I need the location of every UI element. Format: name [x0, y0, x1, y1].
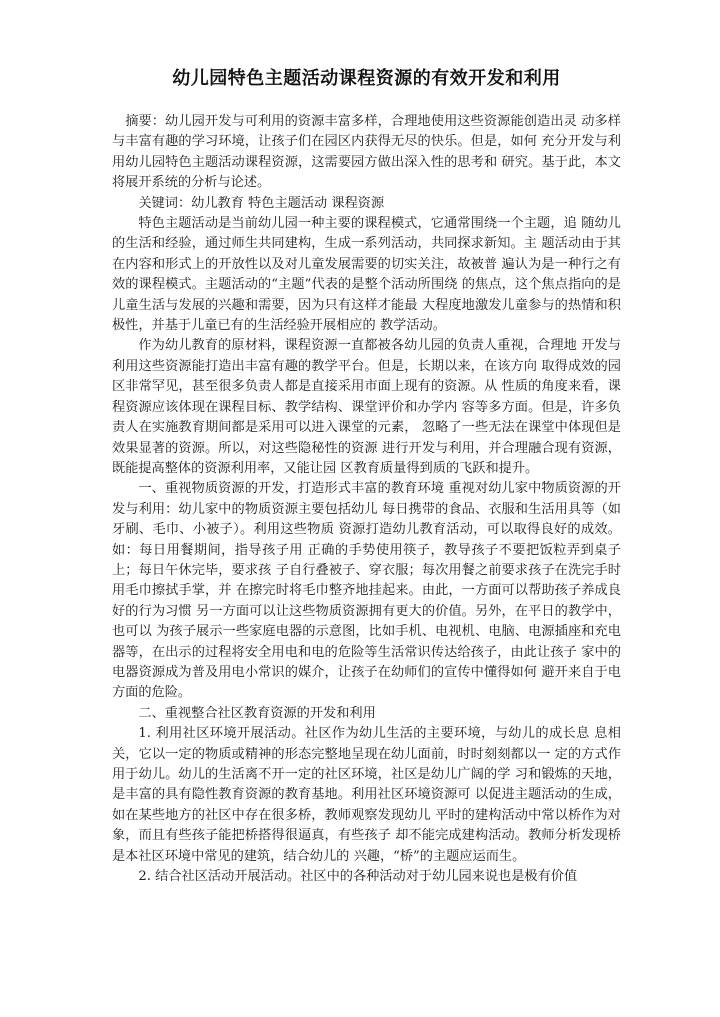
community-environment-paragraph: 1. 利用社区环境开展活动。社区作为幼儿生活的主要环境，与幼儿的成长息 息相关，它以一定的物质或精神的形态完整地呈现在幼儿面前，时时刻刻都以一 定的方式作用于幼儿。幼儿的生活离不开一定的社区环境，社区是幼儿广阔的学 习和锻炼的天地，是丰富的具有隐性教育资源的教育基地。利用社区环境资源可 以促进主题活动的生成，如在某些地方的社区中存在很多桥，教师观察发现幼儿 平时的建构活动中常以桥作为对象，而且有些孩子能把桥搭得很逼真，有些孩子 却不能完成建构活动。教师分析发现桥是本社区环境中常见的建筑，结合幼儿的 兴趣，“桥”的主题应运而生。	[112, 726, 621, 864]
document-title: 幼儿园特色主题活动课程资源的有效开发和利用	[172, 68, 561, 89]
section-two-heading: 二、重视整合社区教育资源的开发和利用	[138, 705, 376, 721]
keywords-paragraph: 关键词：幼儿教育 特色主题活动 课程资源	[138, 195, 385, 211]
body-paragraph-2: 作为幼儿教育的原材料，课程资源一直都被各幼儿园的负责人重视，合理地 开发与利用这些资源能打造出丰富有趣的教学平台。但是，长期以来，在该方向 取得成效的园区非常罕见，甚至很多负责人都是直接采用市面上现有的资源。从 性质的角度来看，课程资源应该体现在课程目标、教学结构、课堂评价和办学内 容等多方面。但是，许多负责人在实施教育期间都是采用可以进入课堂的元素， 忽略了一些无法在课堂中体现但是效果显著的资源。所以，对这些隐秘性的资源 进行开发与利用，并合理融合现有资源，既能提高整体的资源利用率，又能让园 区教育质量得到质的飞跃和提升。	[112, 338, 621, 476]
abstract-paragraph: 摘要：幼儿园开发与可利用的资源丰富多样，合理地使用这些资源能创造出灵 动多样与丰富有趣的学习环境，让孩子们在园区内获得无尽的快乐。但是，如何 充分开发与利用幼儿园特色主题活动课程资源，这需要园方做出深入性的思考和 研究。基于此，本文将展开系统的分析与论述。	[112, 114, 621, 191]
section-one-paragraph: 一、重视物质资源的开发，打造形式丰富的教育环境 重视对幼儿家中物质资源的开发与利用：幼儿家中的物质资源主要包括幼儿 每日携带的食品、衣服和生活用具等（如牙刷、毛巾、小被子）。利用这些物质 资源打造幼儿教育活动，可以取得良好的成效。如：每日用餐期间，指导孩子用 正确的手势使用筷子，教导孩子不要把饭粒弄到桌子上；每日午休完毕，要求孩 子自行叠被子、穿衣服；每次用餐之前要求孩子在洗完手时用毛巾擦拭手掌，并 在擦完时将毛巾整齐地挂起来。由此，一方面可以帮助孩子养成良好的行为习惯 另一方面可以让这些物质资源拥有更大的价值。另外，在平日的教学中，也可以 为孩子展示一些家庭电器的示意图，比如手机、电视机、电脑、电源插座和充电 器等，在出示的过程将安全用电和电的危险等生活常识传达给孩子，由此让孩子 家中的电器资源成为普及用电小常识的媒介，让孩子在幼师们的宣传中懂得如何 避开来自于电方面的危险。	[112, 481, 621, 701]
body-paragraph-1: 特色主题活动是当前幼儿园一种主要的课程模式，它通常围绕一个主题，追 随幼儿的生活和经验，通过师生共同建构，生成一系列活动，共同探求新知。主 题活动由于其在内容和形式上的开放性以及对儿童发展需要的切实关注，故被普 遍认为是一种行之有效的课程模式。主题活动的“主题”代表的是整个活动所围绕 的焦点，这个焦点指向的是儿童生活与发展的兴趣和需要，因为只有这样才能最 大程度地激发儿童参与的热情和积极性，并基于儿童已有的生活经验开展相应的 教学活动。	[112, 216, 621, 334]
community-activity-paragraph: 2. 结合社区活动开展活动。社区中的各种活动对于幼儿园来说也是极有价值	[138, 869, 578, 885]
